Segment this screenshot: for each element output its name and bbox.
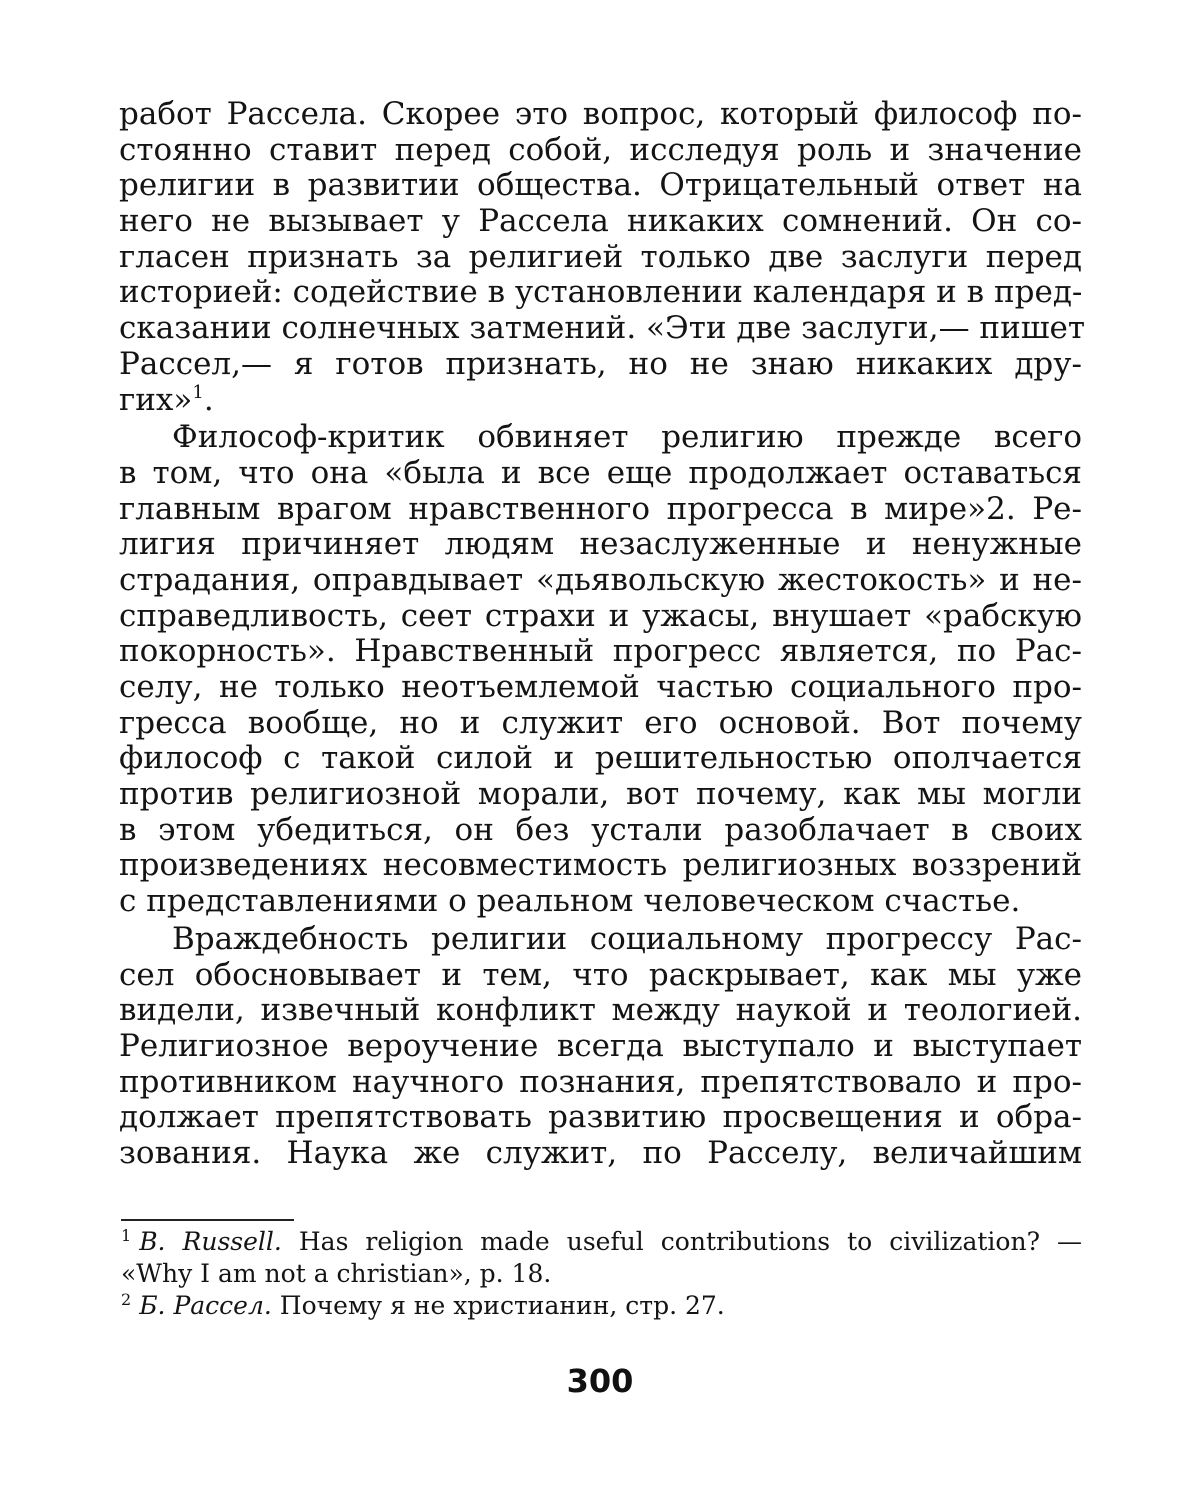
text-line: должает препятствовать развитию просвещения и обра- bbox=[119, 1099, 1082, 1136]
text-line: Философ-критик обвиняет религию прежде всего bbox=[172, 419, 1082, 456]
page-number: 300 bbox=[566, 1362, 634, 1400]
text-line: справедливость, сеет страхи и ужасы, внушает «рабскую bbox=[119, 597, 1082, 634]
text-line: него не вызывает у Рассела никаких сомнений. Он со- bbox=[119, 203, 1082, 240]
text-line: зования. Наука же служит, по Расселу, величайшим bbox=[119, 1134, 1082, 1171]
text-line: гласен признать за религией только две заслуги перед bbox=[119, 238, 1082, 275]
text-line: против религиозной морали, вот почему, как мы могли bbox=[119, 776, 1082, 813]
text-fragment: гих» bbox=[119, 381, 193, 418]
footnote-1 bbox=[121, 1226, 1082, 1258]
footnote-mark: 2 bbox=[121, 1290, 132, 1309]
text-line: страдания, оправдывает «дьявольскую жестокость» и не- bbox=[119, 561, 1082, 598]
text-line: стоянно ставит перед собой, исследуя роль и значение bbox=[119, 131, 1082, 168]
text-line: произведениях несовместимость религиозных воззрений bbox=[119, 847, 1082, 884]
footnote-author: Б. Рассел. bbox=[139, 1291, 272, 1320]
text-line: в этом убедиться, он без устали разоблачает в своих bbox=[119, 811, 1082, 848]
text-line: работ Рассела. Скорее это вопрос, который философ по- bbox=[119, 96, 1082, 132]
footnote-text: Has religion made useful contributions to civilization? — bbox=[298, 1227, 1082, 1256]
footnotes bbox=[121, 1226, 1082, 1322]
footnote-ref: 1 bbox=[192, 381, 204, 403]
footnote-2 bbox=[121, 1290, 1082, 1322]
footnote-1-continuation: «Why I am not a christian», p. 18. bbox=[121, 1259, 552, 1288]
footnote-divider bbox=[121, 1219, 294, 1221]
text-line: видели, извечный конфликт между наукой и теологией. bbox=[119, 992, 1082, 1029]
text-line: с представлениями о реальном человеческом счастье. bbox=[119, 883, 1021, 920]
text-line: сел обосновывает и тем, что раскрывает, как мы уже bbox=[119, 956, 1082, 993]
footnote-author: B. Russell. bbox=[139, 1227, 282, 1256]
text-line: селу, не только неотъемлемой частью социального про- bbox=[119, 669, 1082, 705]
text-line: Рассел,— я готов признать, но не знаю никаких дру- bbox=[119, 345, 1082, 382]
text-line: покорность». Нравственный прогресс является, по Рас- bbox=[119, 633, 1082, 670]
text-fragment: . bbox=[203, 381, 214, 418]
main-text bbox=[119, 96, 1086, 1172]
text-line: религии в развитии общества. Отрицательный ответ на bbox=[119, 167, 1082, 204]
text-line: Враждебность религии социальному прогрессу Рас- bbox=[172, 920, 1082, 957]
footnote-mark: 1 bbox=[121, 1226, 132, 1245]
footnote-text: Почему я не христианин, стр. 27. bbox=[279, 1291, 725, 1320]
text-line: противником научного познания, препятствовало и про- bbox=[119, 1063, 1082, 1100]
text-line: Религиозное вероучение всегда выступало и выступает bbox=[119, 1027, 1082, 1064]
text-line: главным врагом нравственного прогресса в мире»2. Ре- bbox=[119, 490, 1082, 527]
text-line: в том, что она «была и все еще продолжает оставаться bbox=[119, 454, 1082, 491]
text-line bbox=[119, 383, 1082, 419]
text-line: гресса вообще, но и служит его основой. Вот почему bbox=[119, 704, 1082, 741]
text-line: лигия причиняет людям незаслуженные и ненужные bbox=[119, 526, 1082, 563]
text-line: сказании солнечных затмений. «Эти две заслуги,— пишет bbox=[119, 310, 1086, 347]
text-line: историей: содействие в установлении календаря и в пред- bbox=[119, 274, 1083, 311]
text-line: философ с такой силой и решительностью ополчается bbox=[119, 740, 1082, 777]
